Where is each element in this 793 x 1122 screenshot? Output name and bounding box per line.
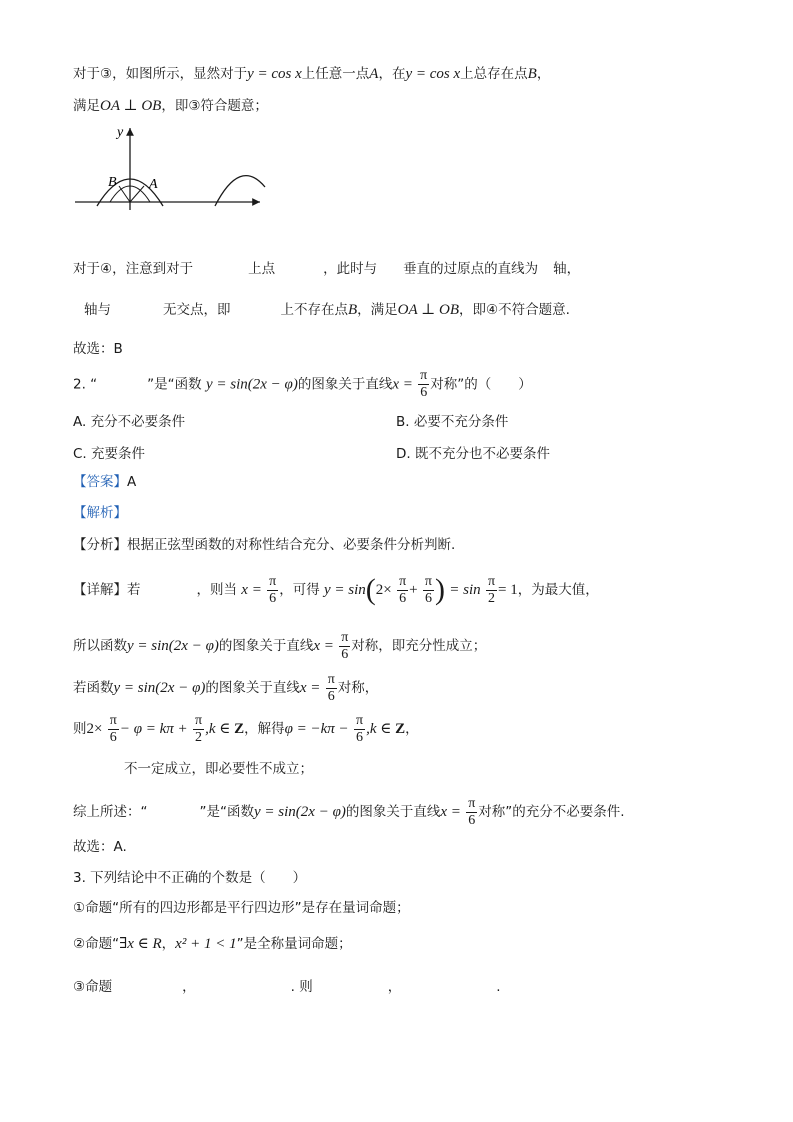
text: 对称，即充分性成立；	[351, 638, 487, 654]
math-func: y = sin	[324, 582, 366, 598]
math-phi: φ = −kπ −	[284, 721, 349, 737]
text: 若	[127, 582, 141, 598]
para-case3-cont	[73, 96, 268, 116]
fraction-pi-6	[466, 796, 477, 829]
text: 的图象关于直线	[218, 638, 314, 654]
statement-3	[73, 977, 501, 997]
text: ”是“函数	[199, 804, 254, 820]
label-b: B	[108, 175, 117, 190]
text: ，可得	[279, 582, 320, 598]
segment-ob	[119, 186, 130, 202]
denominator: 6	[356, 729, 364, 745]
math-sin: = sin	[449, 582, 481, 598]
math-arg: (2x − φ)	[247, 376, 298, 393]
text: ，为最大值，	[517, 582, 599, 598]
text: 轴与	[84, 302, 111, 318]
point-a: A	[369, 66, 379, 82]
denominator: 6	[399, 590, 407, 606]
text: 轴，	[553, 261, 581, 277]
math-x: x =	[313, 638, 334, 654]
numerator: π	[269, 573, 277, 589]
fraction-pi-6	[423, 574, 434, 607]
text: ②命题“	[73, 936, 120, 952]
text: ，此时与	[323, 261, 378, 277]
text: 综上所述：“	[73, 804, 148, 820]
fraction-pi-2	[193, 713, 204, 746]
math-func: y = sin	[127, 638, 169, 654]
denominator: 6	[109, 729, 117, 745]
fenxi-tag: 【分析】	[73, 537, 127, 553]
answer-tag: 【答案】	[73, 474, 127, 490]
denominator: 6	[420, 385, 428, 400]
text: . 则	[290, 979, 313, 995]
math-expr: − φ = kπ +	[119, 721, 188, 737]
math-arg: (2x − φ)	[168, 638, 219, 654]
denominator: 2	[488, 590, 495, 606]
numerator: π	[327, 671, 335, 687]
text: ，	[405, 721, 419, 737]
question-3: 3. 下列结论中不正确的个数是（ ）	[73, 870, 307, 886]
math-x: x =	[440, 804, 461, 820]
math-k: ,k ∈	[205, 721, 235, 737]
denominator: 6	[468, 812, 476, 828]
fraction-pi-6	[397, 574, 408, 607]
fraction-pi-6	[418, 368, 429, 401]
fenxi-text: 根据正弦型函数的对称性结合充分、必要条件分析判断.	[127, 537, 456, 553]
text: .	[496, 979, 501, 995]
numerator: π	[487, 573, 496, 589]
text: ，解得	[244, 721, 285, 737]
text: 的图象关于直线	[297, 376, 393, 393]
detail-line	[73, 570, 599, 610]
math-arg: (2x − φ)	[155, 680, 206, 696]
text: ③命题	[73, 979, 113, 995]
paren-left: (	[365, 573, 376, 606]
denominator: 6	[341, 646, 349, 662]
text: ，	[182, 979, 196, 995]
option-a[interactable]: A. 充分不必要条件	[73, 414, 186, 430]
numerator: π	[399, 573, 407, 589]
numerator: π	[424, 573, 432, 589]
necessity-line	[73, 670, 378, 706]
text: 对称”的（ ）	[430, 376, 532, 393]
math-two: 2×	[86, 721, 103, 737]
text: 对于③，如图所示，显然对于	[73, 66, 248, 82]
text: 上任意一点	[301, 66, 370, 82]
math-func: y = sin	[254, 804, 296, 820]
numerator: π	[194, 712, 203, 728]
text: 上不存在点	[280, 302, 348, 318]
text: ，	[161, 936, 176, 952]
paren-right: )	[434, 573, 445, 606]
statement-1: ①命题“所有的四边形都是平行四边形”是存在量词命题；	[73, 900, 410, 916]
statement-2	[73, 934, 352, 954]
integers-z: Z	[234, 721, 245, 737]
numerator: π	[355, 712, 364, 728]
solve-line	[73, 711, 419, 747]
choose-b: 故选：B	[73, 341, 123, 357]
text: 2. “	[73, 376, 98, 393]
math-x: x =	[241, 582, 262, 598]
math-perp: OA ⊥ OB	[100, 98, 162, 114]
math-two: 2×	[375, 582, 392, 598]
numerator: π	[468, 795, 476, 811]
math-exists: ∃x ∈ R	[119, 936, 162, 952]
point-b: B	[527, 66, 537, 82]
text: ，	[387, 979, 402, 995]
analysis-line	[73, 535, 455, 555]
conclusion-line	[73, 794, 625, 830]
answer-value: A	[127, 474, 137, 490]
point-b: B	[348, 302, 358, 318]
numerator: π	[109, 712, 117, 728]
text: ，即④不符合题意.	[459, 302, 570, 318]
integers-z: Z	[395, 721, 406, 737]
text: ，即③符合题意；	[161, 98, 268, 114]
option-d[interactable]: D. 既不充分也不必要条件	[396, 446, 550, 462]
numerator: π	[420, 368, 428, 383]
text: 对称”的充分不必要条件.	[478, 804, 625, 820]
analysis-tag: 【解析】	[73, 505, 127, 521]
math-ineq: x² + 1 < 1	[175, 936, 237, 952]
text: 所以函数	[73, 638, 127, 654]
math-func: y = sin	[113, 680, 156, 696]
denominator: 6	[269, 590, 277, 606]
option-c[interactable]: C. 充要条件	[73, 446, 146, 462]
fraction-pi-6	[339, 630, 350, 663]
option-b[interactable]: B. 必要不充分条件	[396, 414, 509, 430]
text: 无交点，即	[163, 302, 231, 318]
text: ，则当	[196, 582, 237, 598]
math-perp: OA ⊥ OB	[397, 302, 459, 318]
text: 若函数	[73, 680, 114, 696]
para-case4-cont	[84, 300, 570, 320]
fraction-pi-6	[354, 713, 365, 746]
math-func: y = sin	[205, 376, 248, 393]
math-cos: y = cos x	[405, 66, 461, 82]
text: 对于④，注意到对于	[73, 261, 194, 277]
numerator: π	[341, 629, 349, 645]
choose-a: 故选：A.	[73, 839, 127, 855]
text: 上点	[248, 261, 276, 277]
math-x: x =	[392, 376, 413, 393]
math-k: ,k ∈	[366, 721, 396, 737]
label-a: A	[149, 177, 158, 192]
text: ”是全称量词命题；	[236, 936, 352, 952]
para-case3	[73, 64, 550, 84]
math-arg: (2x − φ)	[295, 804, 346, 820]
text: ，	[536, 66, 551, 82]
denominator: 6	[424, 590, 432, 606]
detail-tag: 【详解】	[73, 582, 127, 598]
text: 的图象关于直线	[345, 804, 441, 820]
denominator: 2	[195, 729, 203, 745]
cosine-figure	[70, 122, 270, 212]
denominator: 6	[327, 688, 335, 704]
math-cos: y = cos x	[247, 66, 302, 82]
text: 满足	[73, 98, 100, 114]
answer-line	[73, 472, 136, 492]
text: 垂直的过原点的直线为	[403, 261, 539, 277]
math-eq1: = 1	[498, 582, 518, 598]
math-x: x =	[299, 680, 321, 696]
label-y: y	[117, 125, 124, 140]
para-case4	[73, 259, 580, 279]
text: 对称，	[337, 680, 379, 696]
text: 上总存在点	[460, 66, 528, 82]
text: 的图象关于直线	[205, 680, 300, 696]
text: ，在	[378, 66, 406, 82]
fraction-pi-6	[267, 574, 278, 607]
fraction-pi-6	[326, 672, 337, 705]
text: ，满足	[357, 302, 398, 318]
fraction-pi-2	[486, 574, 497, 607]
text: ”是“函数	[147, 376, 202, 393]
sufficiency-line	[73, 628, 486, 664]
not-necessary-line: 不一定成立，即必要性不成立；	[124, 761, 313, 777]
question-2	[73, 368, 532, 401]
fraction-pi-6	[108, 713, 119, 746]
text: 则	[73, 721, 87, 737]
plus: +	[409, 582, 418, 598]
